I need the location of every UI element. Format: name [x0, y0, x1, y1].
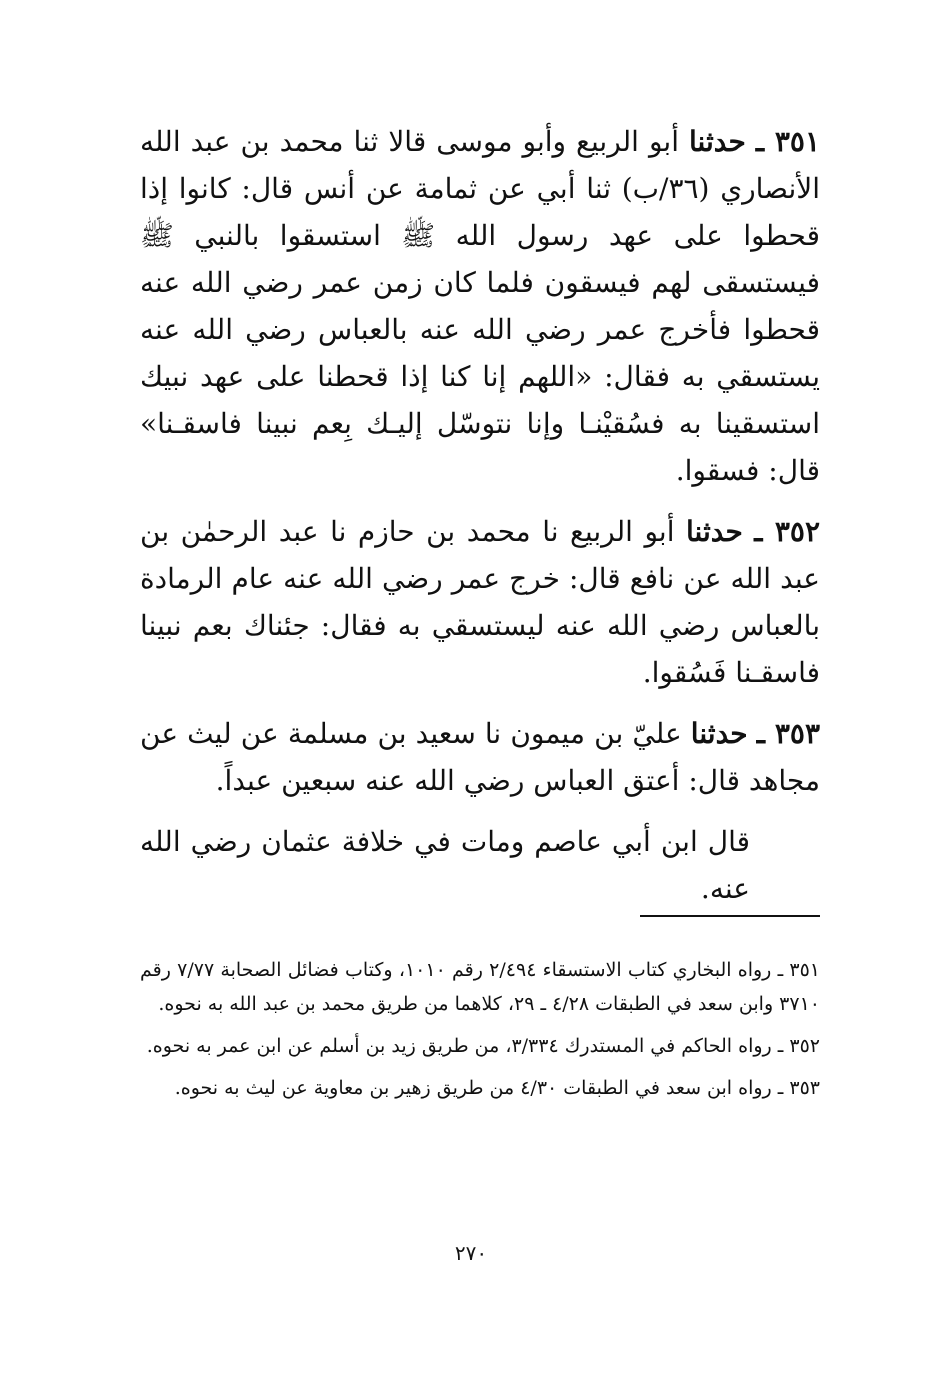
- document-page: [140, 118, 820, 1318]
- hadith-lead: حدثنا: [690, 717, 748, 750]
- hadith-lead: حدثنا: [689, 125, 746, 158]
- hadith-number: ٣٥٢ ـ: [754, 515, 820, 548]
- hadith-351: [140, 118, 820, 494]
- footnote-353: [140, 1071, 820, 1105]
- page-number: ٢٧٠: [454, 1241, 488, 1265]
- footnote-352: [140, 1029, 820, 1063]
- hadith-text: أبو الربيع نا محمد بن حازم نا عبد الرحمٰن بن عبد الله عن نافع قال: خرج عمر رضي الله عنه عام الرمادة بالعباس رضي الله عنه ليستسقي به فقال: جئناك بعم نبينا فاسقـنا فَسُقوا.: [140, 515, 820, 689]
- hadith-number: ٣٥١ ـ: [755, 125, 820, 158]
- footnote-number: ٣٥٣ ـ: [777, 1077, 820, 1099]
- footnote-text: رواه الحاكم في المستدرك ٣/٣٣٤، من طريق زيد بن أسلم عن ابن عمر به نحوه.: [146, 1035, 772, 1057]
- hadith-352: [140, 508, 820, 696]
- footnote-text: رواه البخاري كتاب الاستسقاء ٢/٤٩٤ رقم ١٠١٠، وكتاب فضائل الصحابة ٧/٧٧ رقم ٣٧١٠ وابن سعد في الطبقات ٤/٢٨ ـ ٢٩، كلاهما من طريق محمد بن عبد الله به نحوه.: [140, 959, 820, 1015]
- footnote-351: [140, 953, 820, 1021]
- hadith-number: ٣٥٣ ـ: [756, 717, 820, 750]
- footnote-number: ٣٥٢ ـ: [777, 1035, 820, 1057]
- footnote-number: ٣٥١ ـ: [777, 959, 820, 981]
- hadith-text: أبو الربيع وأبو موسى قالا ثنا محمد بن عبد الله الأنصاري (٣٦/ب) ثنا أبي عن ثمامة عن أنس قال: كانوا إذا قحطوا على عهد رسول الله ﷺ استسقوا بالنبي ﷺ فيستسقى لهم فيسقون فلما كان زمن عمر رضي الله عنه قحطوا فأخرج عمر رضي الله عنه بالعباس رضي الله عنه يستسقي به فقال: «اللهم إنا كنا إذا قحطنا على عهد نبيك استسقينا به فسُقيْنـا وإنا نتوسّل إليـك بِعم نبينا فاسقـنا» قال: فسقوا.: [140, 125, 820, 487]
- footnote-text: رواه ابن سعد في الطبقات ٤/٣٠ من طريق زهير بن معاوية عن ليث به نحوه.: [174, 1077, 772, 1099]
- hadith-lead: حدثنا: [686, 515, 743, 548]
- hadith-text: عليّ بن ميمون نا سعيد بن مسلمة عن ليث عن مجاهد قال: أعتق العباس رضي الله عنه سبعين عبداً.: [140, 717, 820, 797]
- footnote-divider: [640, 915, 820, 917]
- footnotes: [140, 953, 820, 1113]
- hadith-353: [140, 710, 820, 804]
- closing-remark: قال ابن أبي عاصم ومات في خلافة عثمان رضي الله عنه.: [140, 825, 750, 905]
